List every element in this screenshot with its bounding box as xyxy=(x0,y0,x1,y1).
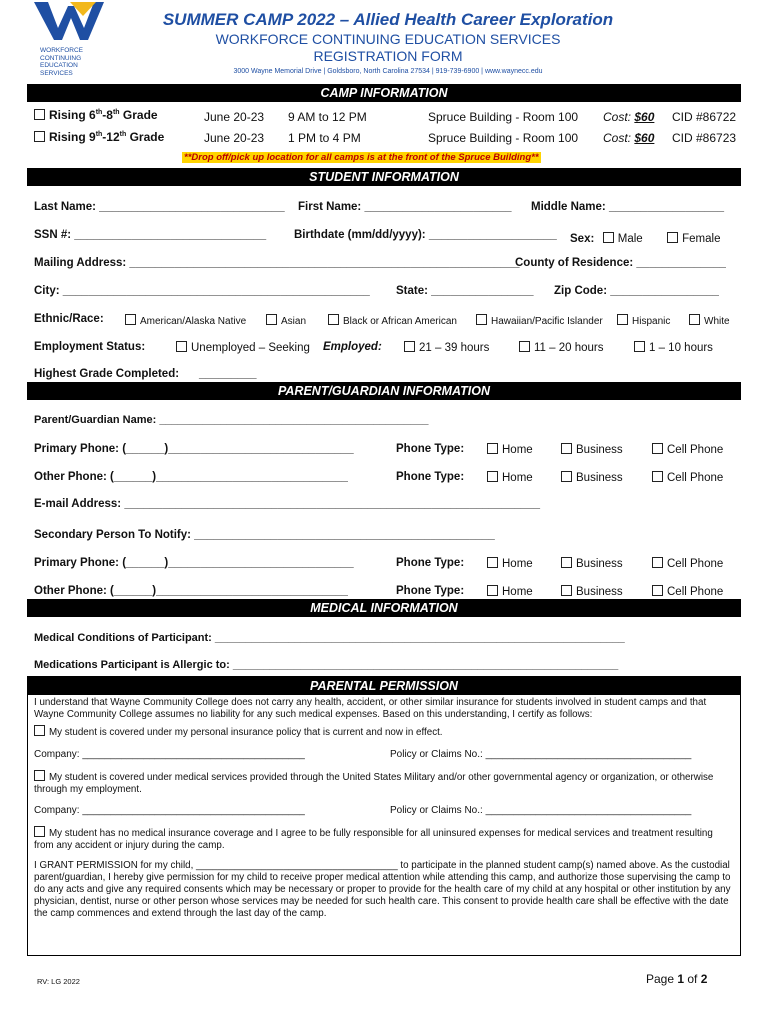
female-label: Female xyxy=(682,233,721,245)
insurance-option-3-checkbox[interactable] xyxy=(34,826,45,837)
ethnic-option: American/Alaska Native xyxy=(140,316,247,327)
sex-label: Sex: xyxy=(570,233,595,245)
allergic-medications-field[interactable]: Medications Participant is Allergic to: _______________________________________________________________ xyxy=(34,659,619,671)
camp-checkbox-1[interactable] xyxy=(34,109,45,120)
permission-intro: I understand that Wayne Community College does not carry any health, accident, or other similar insurance for students involved in student camps and that Wayne Community College assumes no liability for any such medical expenses. Based on this understanding, I certify as follows: xyxy=(34,697,707,720)
grade-sup: th xyxy=(95,109,103,116)
page-title: SUMMER CAMP 2022 – Allied Health Career Exploration xyxy=(162,10,614,29)
other-phone-field[interactable]: Other Phone: (______)______________________________ xyxy=(34,471,348,483)
home-label: Home xyxy=(502,558,533,570)
home-checkbox[interactable] xyxy=(487,557,498,568)
logo xyxy=(34,2,104,76)
camp-location: Spruce Building - Room 100 xyxy=(428,110,579,124)
home-checkbox[interactable] xyxy=(487,585,498,596)
page-number: Page 1 of 2 xyxy=(646,972,708,986)
hours-checkbox[interactable] xyxy=(404,341,415,352)
home-label: Home xyxy=(502,586,533,598)
insurance-option-3: My student has no medical insurance coverage and I agree to be fully responsible for all uninsured expenses for medical services and treatment resulting from any accident or injury during the camp. xyxy=(34,828,713,851)
ethnic-option: Asian xyxy=(281,316,307,327)
phone-type-label: Phone Type: xyxy=(396,557,465,569)
secondary-other-phone-field[interactable]: Other Phone: (______)______________________________ xyxy=(34,585,348,597)
secondary-primary-phone-field[interactable]: Primary Phone: (______)_____________________________ xyxy=(34,557,354,569)
grade-label: Grade xyxy=(126,130,165,144)
revision-label: RV: LG 2022 xyxy=(37,977,80,986)
grade-sup: th xyxy=(112,109,120,116)
male-label: Male xyxy=(617,233,643,245)
female-checkbox[interactable] xyxy=(667,232,678,243)
camp-time: 9 AM to 12 PM xyxy=(288,110,367,124)
phone-type-label: Phone Type: xyxy=(396,471,465,483)
zip-field[interactable]: Zip Code: _________________ xyxy=(554,285,719,297)
business-label: Business xyxy=(576,472,623,484)
section-parent-information: PARENT/GUARDIAN INFORMATION xyxy=(27,382,741,400)
section-student-information: STUDENT INFORMATION xyxy=(27,168,741,186)
grade-sup: th xyxy=(95,131,103,138)
home-label: Home xyxy=(502,472,533,484)
mailing-address-field[interactable]: Mailing Address: _____________________________________________________________ xyxy=(34,257,520,269)
unemployed-checkbox[interactable] xyxy=(176,341,187,352)
business-checkbox[interactable] xyxy=(561,557,572,568)
ethnic-checkbox[interactable] xyxy=(689,314,700,325)
camp-location: Spruce Building - Room 100 xyxy=(428,131,579,145)
ethnic-option: Black or African American xyxy=(343,316,457,327)
camp-cid: CID #86723 xyxy=(672,131,737,145)
ethnic-checkbox[interactable] xyxy=(125,314,136,325)
employed-label: Employed: xyxy=(323,341,382,353)
address-line: 3000 Wayne Memorial Drive | Goldsboro, North Carolina 27534 | 919-739-6900 | www.waynecc.edu xyxy=(233,68,543,75)
camp-cid: CID #86722 xyxy=(672,110,737,124)
ethnic-checkbox[interactable] xyxy=(328,314,339,325)
grade-label: -8 xyxy=(102,108,113,122)
business-label: Business xyxy=(576,558,623,570)
policy-field-2[interactable]: Policy or Claims No.: _____________________________________ xyxy=(390,805,692,816)
camp-cost: Cost: $60 xyxy=(603,131,655,145)
phone-type-label: Phone Type: xyxy=(396,443,465,455)
camp-dates: June 20-23 xyxy=(204,110,265,124)
hours-checkbox[interactable] xyxy=(634,341,645,352)
grade-sup: th xyxy=(119,131,127,138)
insurance-option-2-checkbox[interactable] xyxy=(34,770,45,781)
grant-permission-text: I GRANT PERMISSION for my child, _____________________________________ to participate in the planned student camp(s) named above. As the custodial parent/guardian, I hereby give permission for my child to receive proper medical attention while attending this camp, and authorize those supervising the camp to do any acts and give any required consents which may be necessary or proper to provide for the health care of my child at any hospital or other institution by any physician, dentist, nurse or other person whose services may be needed for such health care. This consent to provide health care shall be effective with the date the camp commences and extend through the last day of the camp. xyxy=(34,860,731,919)
hours-option: 1 – 10 hours xyxy=(649,342,713,354)
business-label: Business xyxy=(576,444,623,456)
section-medical-information: MEDICAL INFORMATION xyxy=(27,599,741,617)
email-field[interactable]: E-mail Address: _________________________________________________________________ xyxy=(34,498,541,510)
business-label: Business xyxy=(576,586,623,598)
male-checkbox[interactable] xyxy=(603,232,614,243)
grade-label: Grade xyxy=(119,108,158,122)
camp-note: **Drop off/pick up location for all camps is at the front of the Spruce Building** xyxy=(184,152,539,163)
business-checkbox[interactable] xyxy=(561,443,572,454)
grade-label: -12 xyxy=(102,130,120,144)
employment-status-label: Employment Status: xyxy=(34,341,146,353)
logo-mark-icon xyxy=(34,2,104,42)
city-field[interactable]: City: ________________________________________________ xyxy=(34,285,370,297)
company-field-1[interactable]: Company: ________________________________________ xyxy=(34,749,305,760)
cell-label: Cell Phone xyxy=(667,444,724,456)
insurance-option-1: My student is covered under my personal insurance policy that is current and now in effect. xyxy=(49,727,443,738)
camp-time: 1 PM to 4 PM xyxy=(288,131,361,145)
camp-cost: Cost: $60 xyxy=(603,110,655,124)
cell-label: Cell Phone xyxy=(667,586,724,598)
cell-checkbox[interactable] xyxy=(652,443,663,454)
medical-conditions-field[interactable]: Medical Conditions of Participant: ___________________________________________________________________ xyxy=(34,632,625,644)
cell-checkbox[interactable] xyxy=(652,471,663,482)
middle-name-field[interactable]: Middle Name: __________________ xyxy=(531,201,725,213)
camp-dates: June 20-23 xyxy=(204,131,265,145)
ethnic-checkbox[interactable] xyxy=(617,314,628,325)
camp-checkbox-2[interactable] xyxy=(34,131,45,142)
insurance-option-2: My student is covered under medical services provided through the United States Military and/or other governmental agency or organization, or otherwise through my employment. xyxy=(34,772,714,795)
company-field-2[interactable]: Company: ________________________________________ xyxy=(34,805,305,816)
hours-option: 21 – 39 hours xyxy=(419,342,490,354)
home-checkbox[interactable] xyxy=(487,471,498,482)
home-label: Home xyxy=(502,444,533,456)
unemployed-label: Unemployed – Seeking xyxy=(191,342,310,354)
hours-option: 11 – 20 hours xyxy=(534,342,604,354)
state-field[interactable]: State: ________________ xyxy=(396,285,534,297)
county-field[interactable]: County of Residence: ______________ xyxy=(515,257,726,269)
grade-label: Rising 9 xyxy=(49,130,96,144)
first-name-field[interactable]: First Name: _______________________ xyxy=(298,201,512,213)
subtitle-form: REGISTRATION FORM xyxy=(313,48,463,64)
logo-text: WORKFORCE CONTINUING EDUCATION SERVICES xyxy=(40,47,83,77)
phone-type-label: Phone Type: xyxy=(396,585,465,597)
ethnic-checkbox[interactable] xyxy=(266,314,277,325)
ethnic-option: White xyxy=(704,316,730,327)
hours-checkbox[interactable] xyxy=(519,341,530,352)
section-parental-permission: PARENTAL PERMISSION xyxy=(27,677,741,695)
ethnic-checkbox[interactable] xyxy=(476,314,487,325)
cell-label: Cell Phone xyxy=(667,472,724,484)
ethnic-race-label: Ethnic/Race: xyxy=(34,313,104,325)
secondary-person-field[interactable]: Secondary Person To Notify: _______________________________________________ xyxy=(34,529,495,541)
primary-phone-field[interactable]: Primary Phone: (______)_____________________________ xyxy=(34,443,354,455)
insurance-option-1-checkbox[interactable] xyxy=(34,725,45,736)
business-checkbox[interactable] xyxy=(561,471,572,482)
ethnic-option: Hawaiian/Pacific Islander xyxy=(491,316,603,327)
subtitle-department: WORKFORCE CONTINUING EDUCATION SERVICES xyxy=(215,31,561,47)
cell-checkbox[interactable] xyxy=(652,585,663,596)
highest-grade-label: Highest Grade Completed: xyxy=(34,368,180,380)
ssn-field[interactable]: SSN #: ______________________________ xyxy=(34,229,267,241)
cell-checkbox[interactable] xyxy=(652,557,663,568)
grade-label: Rising 6 xyxy=(49,108,96,122)
cell-label: Cell Phone xyxy=(667,558,724,570)
section-camp-information: CAMP INFORMATION xyxy=(27,84,741,102)
parent-name-field[interactable]: Parent/Guardian Name: ____________________________________________ xyxy=(34,414,429,426)
highest-grade-field[interactable]: _________ xyxy=(199,368,257,380)
ethnic-option: Hispanic xyxy=(632,316,671,327)
last-name-field[interactable]: Last Name: _____________________________ xyxy=(34,201,285,213)
birthdate-field[interactable]: Birthdate (mm/dd/yyyy): ____________________ xyxy=(294,229,557,241)
home-checkbox[interactable] xyxy=(487,443,498,454)
business-checkbox[interactable] xyxy=(561,585,572,596)
policy-field-1[interactable]: Policy or Claims No.: _____________________________________ xyxy=(390,749,692,760)
